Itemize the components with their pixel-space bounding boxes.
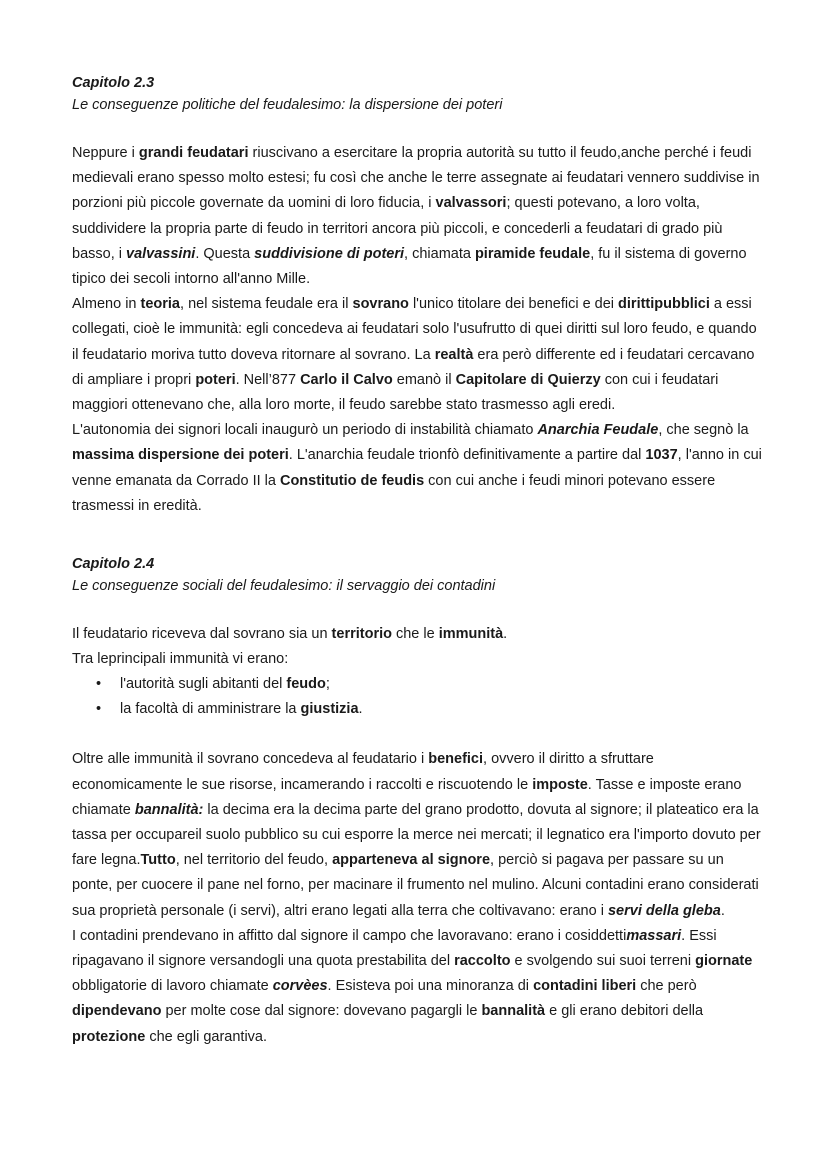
chapter-title: Capitolo 2.4 — [72, 556, 155, 573]
paragraph — [72, 292, 762, 418]
text-run: . Essi ripagavano il signore versandogli una quota prestabilita del — [72, 927, 717, 970]
bold-term: teoria — [140, 296, 181, 313]
text-run: emanò il — [392, 371, 456, 388]
text-run: Il feudatario riceveva dal sovrano sia un — [72, 626, 332, 643]
text-run: . — [720, 902, 725, 919]
bold-term: valvassini — [126, 245, 196, 262]
text-run: era però differente ed i feudatari cercavano di ampliare i propri — [72, 346, 755, 388]
text-run: , chiamata — [404, 245, 475, 262]
list-item-text — [120, 701, 363, 717]
text-run: la decima era la decima parte del grano prodotto, dovuta al signore; il plateatico era la tassa per occupareil suolo pubblico su cui esporre la merce nei mercati; il legnatico era l'importo dovuto per fare legna. — [72, 801, 761, 869]
bold-term: raccolto — [454, 953, 511, 970]
text-run: . Esisteva poi una minoranza di — [327, 978, 534, 995]
text-run: e gli erano debitori della — [545, 1003, 704, 1020]
chapter-title: Capitolo 2.3 — [72, 75, 155, 91]
text-run: I contadini prendevano in affitto dal signore il campo che lavoravano: erano i cosiddetti — [72, 927, 627, 944]
bold-term: 1037 — [645, 447, 678, 464]
text-run: a essi collegati, cioè le immunità: egli concedeva ai feudatari solo l'usufrutto di quei diritti sul loro feudo, e quando il feudatario moriva tutto doveva ritornare al sovrano. La — [72, 296, 757, 363]
bold-term: servi della gleba — [607, 902, 721, 919]
text-run: ; — [325, 676, 330, 693]
chapter-2-4 — [72, 553, 762, 1050]
text-run: , ovvero il diritto a sfruttare economicamente le sue risorse, incamerando i raccolti e riscuotendo le — [72, 751, 654, 793]
paragraph — [72, 647, 762, 672]
bold-term: imposte — [532, 776, 588, 793]
bold-term: apparteneva al signore — [332, 852, 491, 869]
text-run: . L'anarchia feudale trionfò definitivamente a partire dal — [288, 447, 646, 464]
text-run: , fu il sistema di governo tipico dei secoli intorno all'anno Mille. — [72, 245, 747, 288]
text-run: , che segnò la — [658, 422, 749, 439]
text-run: la facoltà di amministrare la — [120, 701, 301, 718]
bullet-icon: • — [96, 676, 102, 693]
text-run: Neppure i — [72, 145, 139, 161]
bold-term: territorio — [331, 626, 392, 643]
text-run: . Nell’877 — [235, 371, 301, 388]
bold-term: Carlo il Calvo — [300, 371, 393, 388]
bold-term: bannalità — [481, 1003, 546, 1020]
chapter-subtitle: Le conseguenze politiche del feudalesimo: la dispersione dei poteri — [72, 97, 503, 113]
text-run: Almeno in — [72, 296, 141, 313]
text-run: , perciò si pagava per passare su un ponte, per cuocere il pane nel forno, per macinare il frumento nel mulino. Alcuni contadini erano considerati sua proprietà personale (i servi), altri erano legati alla terra che coltivavano: erano i — [72, 852, 759, 919]
immunity-list — [72, 672, 762, 722]
bold-term: realtà — [434, 346, 474, 363]
text-run: , l'anno in cui venne emanata da Corrado II la — [72, 447, 762, 489]
text-run: L'autonomia dei signori locali inaugurò un periodo di instabilità chiamato — [72, 422, 538, 439]
bold-term: grandi feudatari — [138, 145, 249, 161]
bold-term: Constitutio de feudis — [279, 472, 425, 489]
bold-term: poteri — [195, 371, 236, 388]
text-run: l'unico titolare dei benefici e dei — [408, 296, 619, 313]
text-run: Tra leprincipali immunità vi erano: — [72, 651, 289, 668]
text-run: obbligatorie di lavoro chiamate — [72, 978, 273, 995]
text-run: , nel territorio del feudo, — [175, 852, 333, 869]
text-run: , nel sistema feudale era il — [180, 296, 353, 313]
bold-term: protezione — [72, 1028, 146, 1045]
paragraph — [72, 622, 762, 647]
text-run: Oltre alle immunità il sovrano concedeva al feudatario i — [72, 751, 429, 768]
chapter-2-3 — [72, 72, 762, 519]
text-run: . Questa — [195, 245, 255, 262]
paragraph — [72, 924, 762, 1050]
bold-term: feudo — [286, 676, 326, 693]
text-run: . — [503, 626, 508, 643]
bold-term: immunità — [438, 626, 504, 643]
text-run: riuscivano a esercitare la propria autorità su tutto il feudo,anche perché i feudi medievali erano spesso molto estesi; fu così che anche le terre assegnate ai feudatari vennero suddivise in porzioni più piccole governate da uomini di loro fiducia, i — [72, 145, 760, 212]
text-run: l'autorità sugli abitanti del — [120, 676, 287, 693]
bold-term: suddivisione di poteri — [254, 245, 405, 262]
bold-term: bannalità: — [134, 801, 204, 818]
paragraph — [72, 418, 762, 519]
text-run: che le — [391, 626, 439, 643]
text-run: e svolgendo sui suoi terreni — [510, 953, 696, 970]
bold-term: contadini liberi — [533, 978, 637, 995]
bold-term: dipendevano — [72, 1003, 162, 1020]
bold-term: dirittipubblici — [618, 296, 710, 313]
bold-term: massari — [626, 927, 682, 944]
bold-term: sovrano — [352, 296, 409, 313]
text-run: . — [358, 701, 363, 718]
list-item-text — [120, 676, 330, 692]
paragraph — [72, 141, 762, 292]
text-run: con cui anche i feudi minori potevano essere trasmessi in eredità. — [72, 472, 716, 514]
bold-term: Tutto — [140, 852, 176, 869]
bold-term: piramide feudale — [474, 245, 591, 262]
document-page — [72, 60, 762, 1050]
list-item — [72, 672, 762, 697]
text-run: per molte cose dal signore: dovevano pagargli le — [161, 1003, 482, 1020]
chapter-subtitle: Le conseguenze sociali del feudalesimo: il servaggio dei contadini — [72, 578, 496, 595]
paragraph — [72, 747, 762, 923]
text-run: con cui i feudatari maggiori ottenevano che, alla loro morte, il feudo sarebbe stato trasmesso agli eredi. — [72, 371, 719, 414]
bold-term: valvassori — [435, 195, 507, 212]
bullet-icon: • — [96, 701, 102, 718]
list-item — [72, 697, 762, 722]
bold-term: giustizia — [300, 701, 359, 718]
text-run: . Tasse e imposte erano chiamate — [72, 776, 742, 818]
text-run: che egli garantiva. — [145, 1028, 268, 1045]
bold-term: Capitolare di Quierzy — [455, 371, 601, 388]
bold-term: massima dispersione dei poteri — [72, 447, 289, 464]
bold-term: benefici — [428, 751, 484, 768]
bold-term: giornate — [695, 953, 753, 970]
text-run: che però — [636, 978, 697, 995]
text-run: ; questi potevano, a loro volta, suddividere la propria parte di feudo in territori ancora più piccoli, e concederli a feudatari di grado più basso, i — [72, 195, 723, 262]
bold-term: Anarchia Feudale — [537, 422, 659, 439]
bold-term: corvèes — [272, 978, 328, 995]
